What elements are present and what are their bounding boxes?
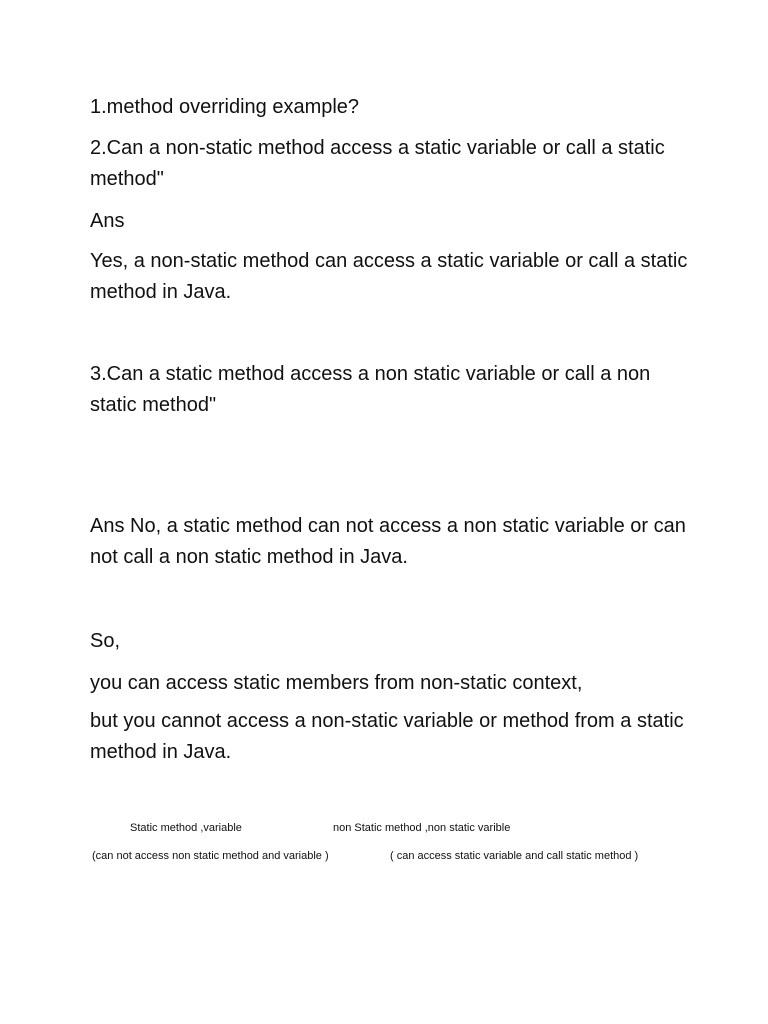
- question-2: 2.Can a non-static method access a static variable or call a static method": [90, 137, 665, 190]
- left-heading: Static method ,variable: [130, 822, 242, 834]
- answer-3: Ans No, a static method can not access a non static variable or can not call a non static method in Java.: [90, 515, 686, 568]
- question-3: 3.Can a static method access a non static variable or call a non static method": [90, 363, 651, 416]
- left-note: (can not access non static method and variable ): [92, 850, 329, 862]
- answer-2-label: Ans: [90, 210, 125, 232]
- question-1: 1.method overriding example?: [90, 96, 360, 118]
- summary-line-1: you can access static members from non-static context,: [90, 672, 583, 694]
- right-heading: non Static method ,non static varible: [333, 822, 511, 834]
- right-note: ( can access static variable and call static method ): [390, 850, 639, 862]
- so-label: So,: [90, 630, 121, 652]
- answer-2: Yes, a non-static method can access a static variable or call a static method in Java.: [90, 250, 688, 303]
- summary-line-2: but you cannot access a non-static variable or method from a static method in Java.: [90, 710, 684, 763]
